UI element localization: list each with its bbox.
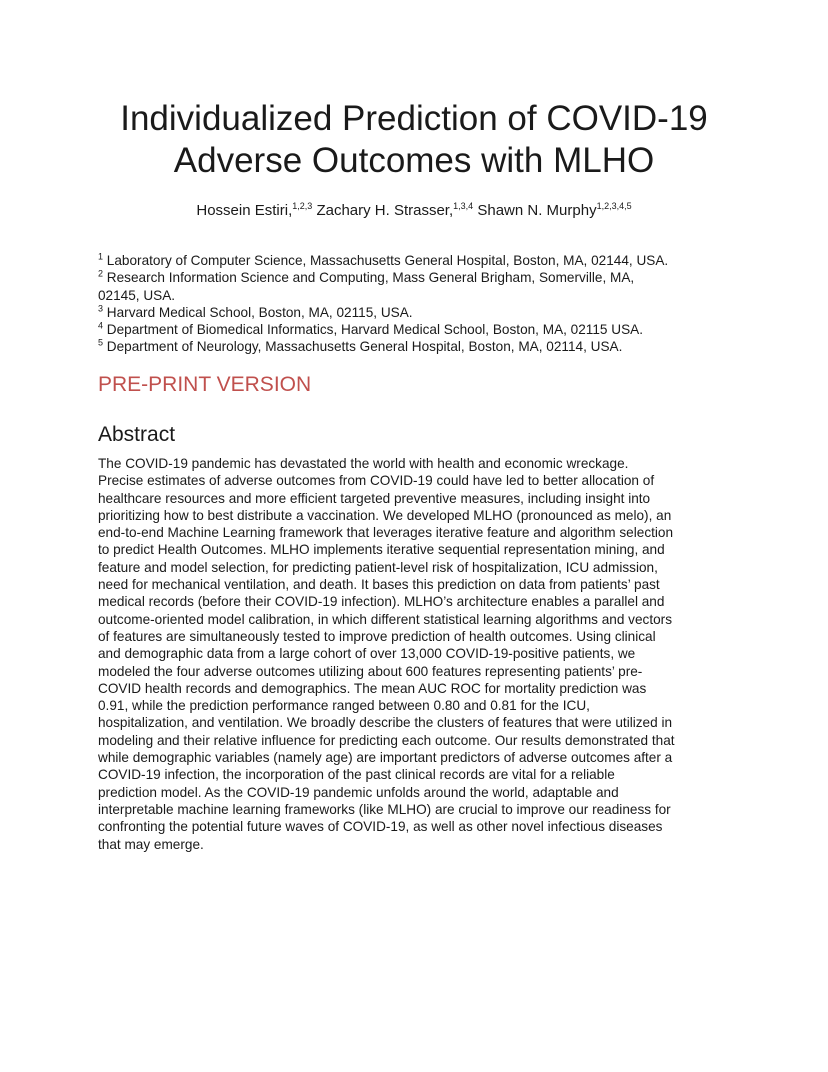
author-name: Shawn N. Murphy — [477, 202, 597, 219]
affiliation-number: 1 — [98, 251, 104, 262]
paper-title — [60, 98, 768, 182]
affiliation-number: 3 — [98, 303, 104, 314]
affiliation-text: Laboratory of Computer Science, Massachusetts General Hospital, Boston, MA, 02144, USA. — [106, 253, 669, 268]
abstract-line: healthcare resources and more efficient targeted preventive measures, including insight into — [98, 490, 651, 506]
abstract-line: while demographic variables (namely age) are important predictors of adverse outcomes after a — [98, 750, 673, 766]
abstract-line: modeling and their relative influence for predicting each outcome. Our results demonstrated that — [98, 732, 675, 748]
affiliation-item — [98, 321, 738, 338]
abstract-line: that may emerge. — [98, 836, 204, 852]
affiliation-item — [98, 269, 738, 304]
affiliation-item — [98, 304, 738, 321]
abstract-line: feature and model selection, for predicting patient-level risk of hospitalization, ICU admission, — [98, 559, 658, 575]
abstract-line: outcome-oriented model calibration, in which different statistical learning algorithms and vectors — [98, 611, 672, 627]
affiliation-list — [98, 252, 738, 356]
abstract-line: prediction model. As the COVID-19 pandemic unfolds around the world, adaptable and — [98, 784, 619, 800]
abstract-line: and demographic data from a large cohort of over 13,000 COVID-19-positive patients, we — [98, 646, 636, 662]
abstract-line: prioritizing how to best distribute a vaccination. We developed MLHO (pronounced as melo), an — [98, 507, 672, 523]
abstract-line: medical records (before their COVID-19 infection). MLHO’s architecture enables a parallel and — [98, 594, 665, 610]
abstract-body — [98, 455, 734, 853]
affiliation-item — [98, 252, 738, 269]
title-line-1: Individualized Prediction of COVID-19 — [120, 99, 708, 138]
affiliation-number: 2 — [98, 268, 104, 279]
affiliation-number: 5 — [98, 337, 104, 348]
author-list — [60, 201, 768, 221]
affiliation-text: Harvard Medical School, Boston, MA, 02115, USA. — [106, 304, 413, 320]
abstract-line: need for mechanical ventilation, and death. It bases this prediction on data from patients’ past — [98, 577, 660, 593]
abstract-line: of features are simultaneously tested to improve prediction of health outcomes. Using clinical — [98, 628, 656, 644]
affiliation-text: Research Information Science and Computing, Mass General Brigham, Somerville, MA, — [106, 270, 635, 286]
affiliation-text: Department of Biomedical Informatics, Harvard Medical School, Boston, MA, 02115 USA. — [106, 322, 643, 338]
abstract-line: end-to-end Machine Learning framework that leverages iterative feature and algorithm selection — [98, 525, 674, 541]
abstract-line: The COVID-19 pandemic has devastated the world with health and economic wreckage. — [98, 456, 629, 471]
affiliation-number: 4 — [98, 320, 104, 331]
title-line-2: Adverse Outcomes with MLHO — [173, 141, 655, 180]
abstract-line: modeled the four adverse outcomes utilizing about 600 features representing patients’ pre- — [98, 663, 643, 679]
abstract-line: COVID-19 infection, the incorporation of the past clinical records are vital for a reliable — [98, 767, 615, 783]
abstract-line: confronting the potential future waves of COVID-19, as well as other novel infectious diseases — [98, 819, 663, 835]
abstract-line: hospitalization, and ventilation. We broadly describe the clusters of features that were utilized in — [98, 715, 673, 731]
author-affiliation-marks: 1,2,3,4,5 — [596, 201, 632, 211]
affiliation-item — [98, 338, 738, 355]
affiliation-text: Department of Neurology, Massachusetts General Hospital, Boston, MA, 02114, USA. — [106, 339, 623, 355]
author-affiliation-marks: 1,2,3 — [292, 201, 313, 211]
author-name: Hossein Estiri, — [196, 202, 293, 219]
author-name: Zachary H. Strasser, — [316, 202, 454, 219]
abstract-line: COVID health records and demographics. The mean AUC ROC for mortality prediction was — [98, 680, 647, 696]
abstract-heading: Abstract — [98, 423, 176, 446]
abstract-line: Precise estimates of adverse outcomes from COVID-19 could have led to better allocation of — [98, 473, 655, 489]
affiliation-text-continued: 02145, USA. — [98, 287, 176, 303]
author-affiliation-marks: 1,3,4 — [453, 201, 474, 211]
preprint-label: PRE-PRINT VERSION — [98, 373, 312, 396]
abstract-line: interpretable machine learning frameworks (like MLHO) are crucial to improve our readiness for — [98, 801, 671, 817]
abstract-line: to predict Health Outcomes. MLHO implements iterative sequential representation mining, and — [98, 542, 665, 558]
abstract-line: 0.91, while the prediction performance ranged between 0.80 and 0.81 for the ICU, — [98, 698, 590, 714]
